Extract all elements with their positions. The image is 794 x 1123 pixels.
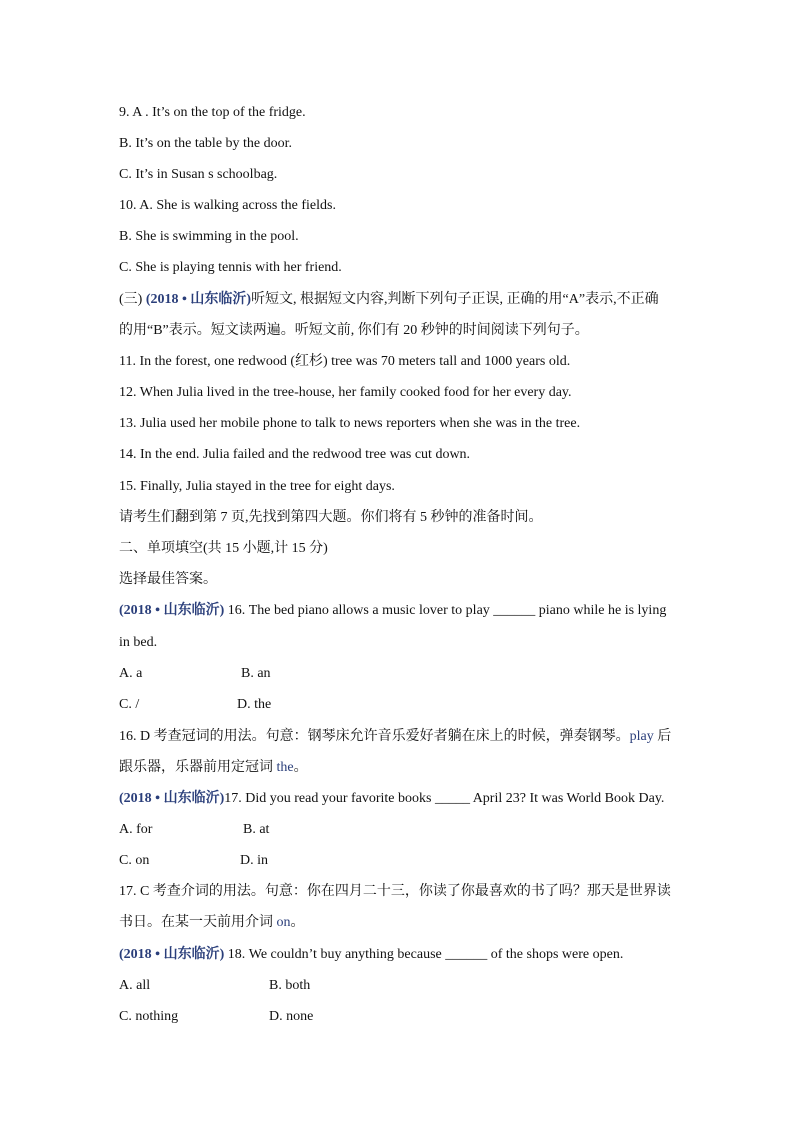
question-text: 16. The bed piano allows a music lover to play ______ piano while he is lying [224,603,667,618]
options-17-row1 [119,821,679,839]
option: C. / [119,697,140,712]
options-17-row2 [119,852,679,870]
answer-text: 。 [293,760,308,775]
option: A. a [119,666,143,681]
section-heading: 二、单项填空(共 15 小题,计 15 分) [119,541,328,556]
option: D. the [237,697,272,712]
answer-16-line2 [119,759,679,777]
option: B. an [241,666,271,681]
options-16-row2 [119,696,679,714]
answer-17-line2 [119,914,679,932]
answer-text: 跟乐器，乐器前用定冠词 [119,760,277,775]
option-10a: 10. A. She is walking across the fields. [119,198,336,213]
options-16-row1 [119,665,679,683]
statement-13: 13. Julia used her mobile phone to talk to news reporters when she was in the tree. [119,416,581,431]
option-10c: C. She is playing tennis with her friend. [119,260,342,275]
statement-14: 14. In the end. Julia failed and the redwood tree was cut down. [119,447,471,462]
statement-15: 15. Finally, Julia stayed in the tree for eight days. [119,479,395,494]
answer-text: 16. D 考查冠词的用法。句意：钢琴床允许音乐爱好者躺在床上的时候，弹奏钢琴。 [119,729,630,744]
options-18-row2 [119,1008,679,1026]
answer-keyword: play [629,729,654,744]
option-10b: B. She is swimming in the pool. [119,229,299,244]
option-9b: B. It’s on the table by the door. [119,136,293,151]
option: C. on [119,853,150,868]
statement-12: 12. When Julia lived in the tree-house, her family cooked food for her every day. [119,385,572,400]
section3-prefix: (三) [119,292,146,307]
answer-keyword: the [276,760,294,775]
question-16-line2: in bed. [119,635,158,650]
option: C. nothing [119,1009,179,1024]
option-9a: 9. A . It’s on the top of the fridge. [119,105,306,120]
option: B. at [243,822,270,837]
answer-16-line1 [119,728,679,746]
answer-keyword: on [276,915,291,930]
answer-text: 后 [653,729,672,744]
question-text: 17. Did you read your favorite books _____ April 23? It was World Book Day. [224,791,665,806]
answer-17-line1: 17. C 考查介词的用法。句意：你在四月二十三，你读了你最喜欢的书了吗？那天是世界读 [119,884,671,899]
statement-11: 11. In the forest, one redwood (红杉) tree was 70 meters tall and 1000 years old. [119,354,571,369]
option: D. none [269,1009,314,1024]
section3-instruction-line2: 的用“B”表示。短文读两遍。听短文前, 你们有 20 秒钟的时间阅读下列句子。 [119,323,589,338]
question-16 [119,602,679,620]
option: A. all [119,978,151,993]
section3-instruction-line1 [119,291,679,309]
option: B. both [269,978,311,993]
option: D. in [240,853,268,868]
option-9c: C. It’s in Susan s schoolbag. [119,167,278,182]
question-18 [119,946,679,964]
source-tag: (2018 • 山东临沂) [119,947,225,962]
source-tag: (2018 • 山东临沂) [119,791,225,806]
turn-page-instruction: 请考生们翻到第 7 页,先找到第四大题。你们将有 5 秒钟的准备时间。 [119,510,543,525]
section3-text: 听短文, 根据短文内容,判断下列句子正误, 正确的用“A”表示,不正确 [251,292,659,307]
option: A. for [119,822,153,837]
section-instruction: 选择最佳答案。 [119,572,217,587]
answer-text: 。 [290,915,305,930]
source-tag: (2018 • 山东临沂) [145,292,252,307]
source-tag: (2018 • 山东临沂) [119,603,225,618]
question-17 [119,790,679,808]
question-text: 18. We couldn’t buy anything because ______ of the shops were open. [224,947,624,962]
answer-text: 书日。在某一天前用介词 [119,915,277,930]
options-18-row1 [119,977,679,995]
